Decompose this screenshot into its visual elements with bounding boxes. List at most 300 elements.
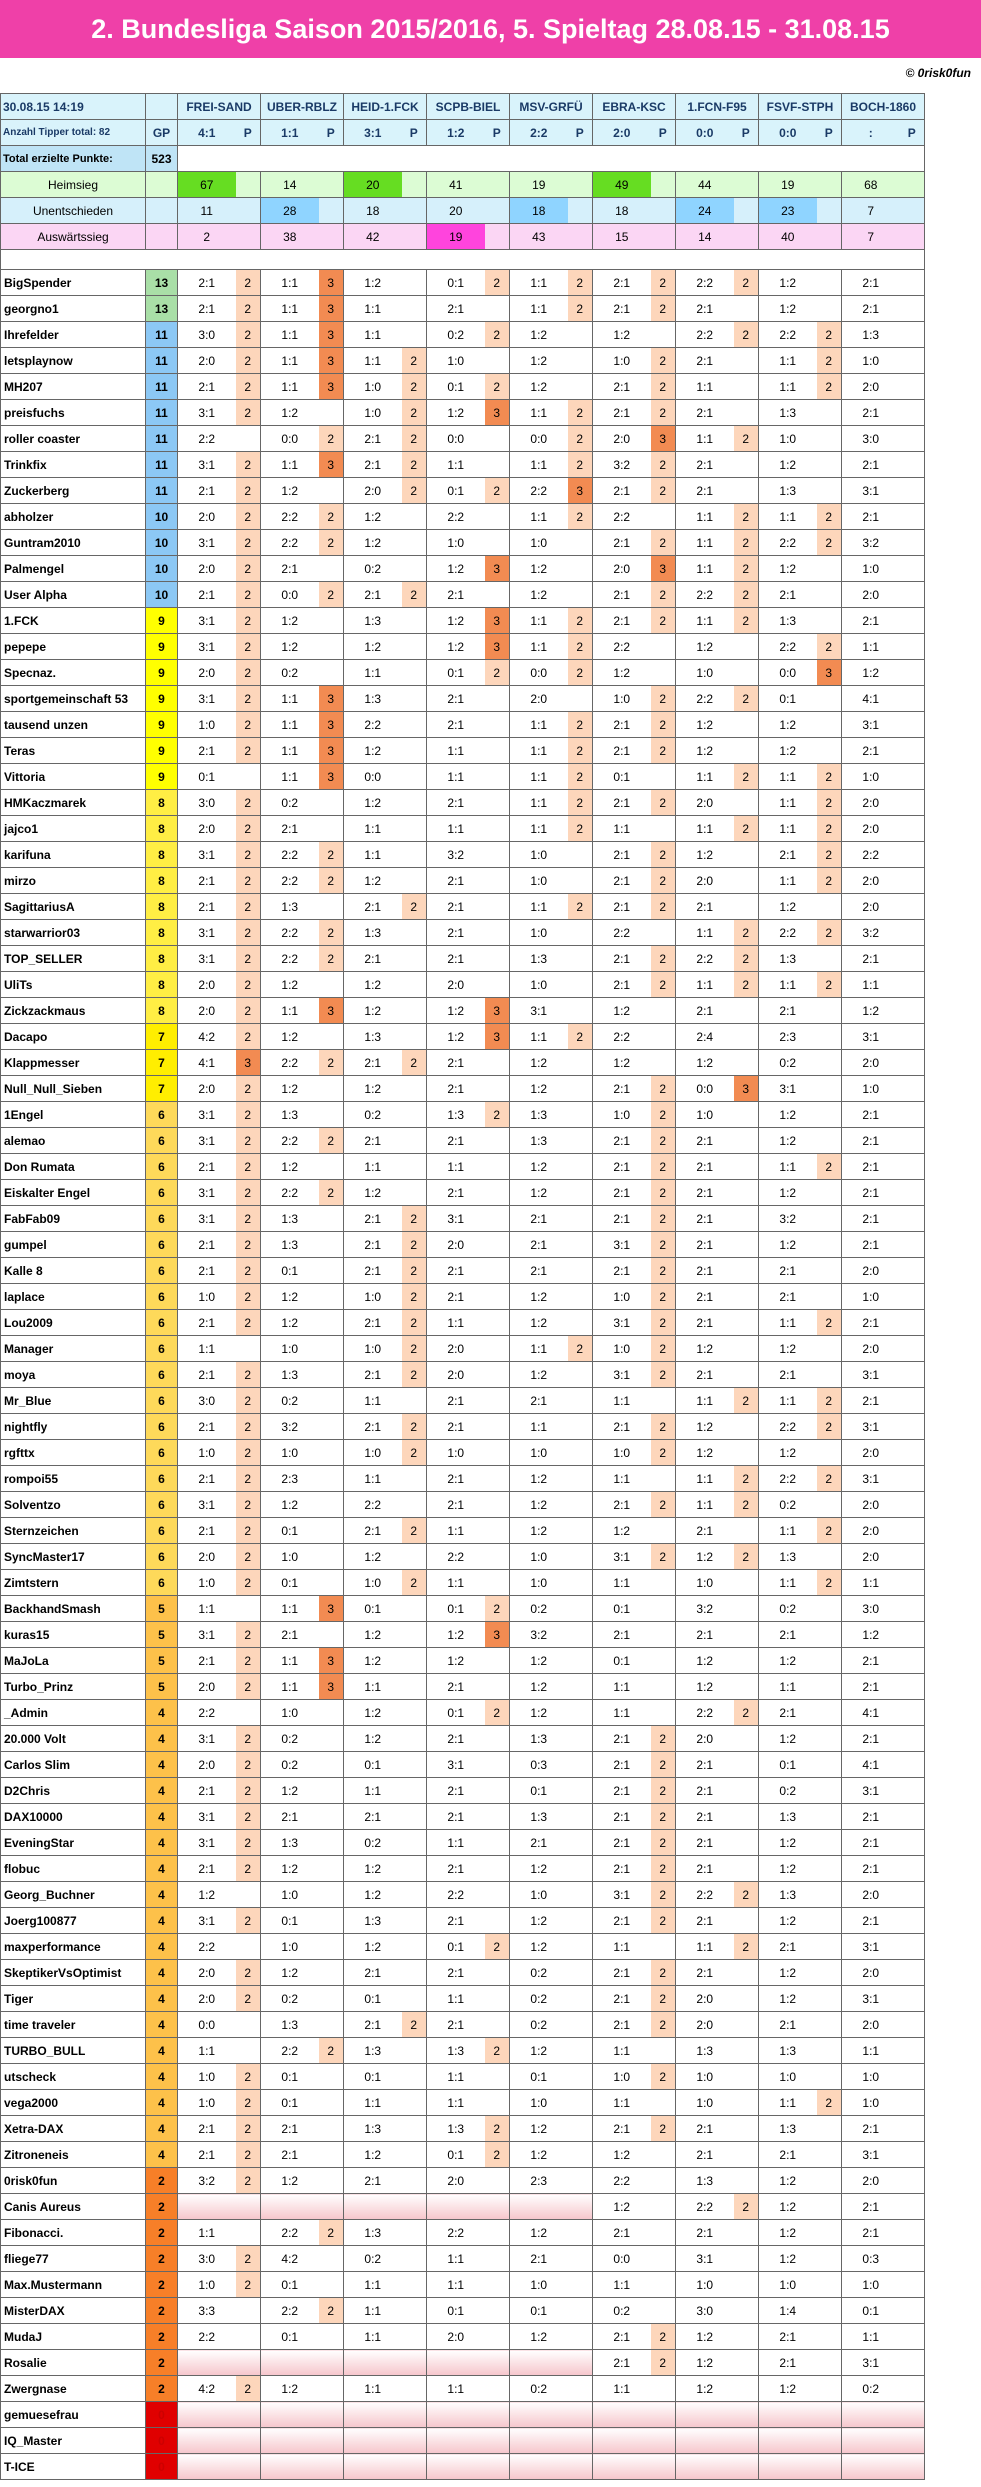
tip-value: 1:1 [593, 1388, 651, 1414]
tip-points [651, 634, 676, 660]
tipper-gp: 8 [146, 998, 178, 1024]
tip-points: 2 [402, 1258, 427, 1284]
tip-points [817, 1180, 842, 1206]
tip-points: 2 [651, 1752, 676, 1778]
tip-value: 0:2 [510, 1986, 568, 2012]
tip-points [402, 608, 427, 634]
no-tip-pad [568, 2454, 593, 2480]
tip-points [817, 2116, 842, 2142]
tip-value: 1:2 [510, 1362, 568, 1388]
tip-value: 3:0 [178, 322, 236, 348]
tip-value: 2:2 [178, 426, 236, 452]
tipper-gp: 6 [146, 1544, 178, 1570]
tip-value: 0:1 [344, 1752, 402, 1778]
tip-value: 0:1 [261, 1258, 319, 1284]
tip-points [734, 2116, 759, 2142]
table-row [1, 582, 925, 608]
table-row [1, 1180, 925, 1206]
tip-points [568, 2298, 593, 2324]
tip-value: 2:1 [178, 2116, 236, 2142]
tip-value: 2:0 [676, 790, 734, 816]
tip-points [900, 1258, 925, 1284]
tip-value: 1:2 [344, 1856, 402, 1882]
tip-value: 4:2 [178, 2376, 236, 2402]
tip-value: 2:2 [676, 2194, 734, 2220]
tip-value: 1:2 [261, 1076, 319, 1102]
tip-points [817, 712, 842, 738]
tip-value: 1:1 [427, 2376, 485, 2402]
tip-points [900, 270, 925, 296]
tip-value: 0:0 [178, 2012, 236, 2038]
tip-value: 1:2 [676, 1648, 734, 1674]
tip-value: 1:1 [344, 348, 402, 374]
tip-points [319, 2064, 344, 2090]
points-header: P [236, 120, 261, 146]
tip-value: 3:0 [178, 2246, 236, 2272]
tip-points: 2 [651, 1778, 676, 1804]
tip-value: 2:1 [759, 2012, 817, 2038]
tip-points [568, 1258, 593, 1284]
total-points-value: 523 [146, 146, 178, 172]
tip-points: 2 [236, 2376, 261, 2402]
tip-points [817, 2012, 842, 2038]
table-row [1, 2064, 925, 2090]
stat-pad [651, 198, 676, 224]
tip-points [900, 2272, 925, 2298]
tip-value: 1:1 [759, 504, 817, 530]
tip-points [485, 1908, 510, 1934]
tip-value: 2:1 [178, 270, 236, 296]
table-row [1, 1856, 925, 1882]
tip-value: 2:1 [593, 296, 651, 322]
stat-pad [651, 172, 676, 198]
tip-points [319, 1362, 344, 1388]
tip-points: 2 [568, 660, 593, 686]
tip-value: 2:1 [676, 1830, 734, 1856]
tip-points [319, 608, 344, 634]
tip-points [402, 504, 427, 530]
tip-points: 2 [651, 1284, 676, 1310]
tip-value: 2:1 [676, 1518, 734, 1544]
tip-points [319, 1726, 344, 1752]
table-row [1, 1310, 925, 1336]
tip-value: 0:2 [344, 1830, 402, 1856]
no-tip-pad [568, 2194, 593, 2220]
tipper-name: Mr_Blue [1, 1388, 146, 1414]
tip-points [734, 1362, 759, 1388]
tip-value: 1:2 [261, 608, 319, 634]
tipper-name: TOP_SELLER [1, 946, 146, 972]
tip-value: 1:3 [676, 2168, 734, 2194]
tip-value: 2:1 [842, 2116, 900, 2142]
tipper-name: Zwergnase [1, 2376, 146, 2402]
table-row [1, 946, 925, 972]
tip-value: 2:1 [676, 1856, 734, 1882]
table-row [1, 868, 925, 894]
tip-points: 2 [236, 1076, 261, 1102]
tip-value: 1:3 [344, 2038, 402, 2064]
tip-value: 1:2 [344, 790, 402, 816]
tip-points: 3 [485, 608, 510, 634]
tip-value: 1:2 [759, 2168, 817, 2194]
tipper-name: Trinkfix [1, 452, 146, 478]
tip-points: 2 [734, 1466, 759, 1492]
tip-value: 2:1 [676, 1362, 734, 1388]
tipper-name: Xetra-DAX [1, 2116, 146, 2142]
tip-value: 1:1 [427, 1518, 485, 1544]
tip-value: 0:3 [842, 2246, 900, 2272]
table-row [1, 2038, 925, 2064]
table-row [1, 1206, 925, 1232]
tip-points [734, 1986, 759, 2012]
tip-points: 2 [236, 816, 261, 842]
stat-pad [568, 224, 593, 250]
table-row [1, 2298, 925, 2324]
tip-value: 2:2 [759, 634, 817, 660]
tip-points [900, 1856, 925, 1882]
tip-value: 0:1 [593, 1596, 651, 1622]
tip-value: 2:1 [427, 868, 485, 894]
tip-points: 2 [568, 790, 593, 816]
tip-value: 1:1 [510, 894, 568, 920]
tip-value: 0:2 [510, 1596, 568, 1622]
stat-value: 42 [344, 224, 402, 250]
tip-value: 2:1 [427, 2012, 485, 2038]
tip-points [485, 582, 510, 608]
tip-points [402, 2246, 427, 2272]
tip-points: 2 [402, 1232, 427, 1258]
tip-value: 2:0 [842, 1050, 900, 1076]
match-header: SCPB-BIEL [427, 94, 510, 120]
tip-points [319, 1284, 344, 1310]
tip-points: 2 [236, 582, 261, 608]
tipper-gp: 9 [146, 686, 178, 712]
tipper-name: fliege77 [1, 2246, 146, 2272]
tip-value: 1:2 [344, 738, 402, 764]
table-row [1, 1570, 925, 1596]
match-result: 1:2 [427, 120, 485, 146]
tip-value: 1:3 [759, 1882, 817, 1908]
tip-points [402, 2272, 427, 2298]
tip-value: 1:2 [759, 894, 817, 920]
tip-points: 2 [651, 296, 676, 322]
tip-points [651, 1622, 676, 1648]
tip-points [402, 868, 427, 894]
no-tip-pad [817, 2454, 842, 2480]
tip-value: 2:1 [676, 1804, 734, 1830]
tip-points: 2 [485, 1700, 510, 1726]
tip-points: 2 [734, 764, 759, 790]
tip-points: 2 [817, 1570, 842, 1596]
tip-value: 1:0 [178, 712, 236, 738]
tip-value: 1:1 [344, 816, 402, 842]
tip-value: 1:1 [261, 764, 319, 790]
no-tip-cell [344, 2194, 402, 2220]
tip-points [734, 2272, 759, 2298]
tip-points [402, 712, 427, 738]
tip-points [485, 972, 510, 998]
tip-value: 3:1 [593, 1882, 651, 1908]
tip-points [319, 2272, 344, 2298]
tip-value: 2:0 [593, 556, 651, 582]
no-tip-cell [178, 2454, 236, 2480]
tip-value: 2:1 [676, 2220, 734, 2246]
tip-points: 2 [651, 1726, 676, 1752]
tip-value: 3:1 [842, 1778, 900, 1804]
tipper-gp: 2 [146, 2194, 178, 2220]
tip-points [568, 2220, 593, 2246]
tipper-name: Solventzo [1, 1492, 146, 1518]
tip-value: 2:1 [842, 1310, 900, 1336]
tip-value: 1:3 [510, 1804, 568, 1830]
tip-value: 2:1 [178, 1778, 236, 1804]
tip-value: 2:0 [842, 374, 900, 400]
tip-points [402, 2038, 427, 2064]
tipper-gp: 7 [146, 1024, 178, 1050]
tipper-gp: 6 [146, 1362, 178, 1388]
tipper-gp: 4 [146, 2142, 178, 2168]
tip-points: 2 [817, 634, 842, 660]
table-row [1, 2428, 925, 2454]
tip-value: 4:1 [842, 686, 900, 712]
points-header: P [319, 120, 344, 146]
tip-value: 1:2 [676, 842, 734, 868]
tip-points [651, 2142, 676, 2168]
tip-value: 2:1 [427, 1180, 485, 1206]
no-tip-cell [178, 2428, 236, 2454]
tip-value: 1:1 [593, 1570, 651, 1596]
tip-value: 1:2 [261, 1778, 319, 1804]
tip-points [568, 530, 593, 556]
tip-points [900, 2194, 925, 2220]
table-row [1, 1648, 925, 1674]
tipper-gp: 6 [146, 1440, 178, 1466]
gp-header: GP [146, 120, 178, 146]
tip-points [734, 634, 759, 660]
tip-value: 2:2 [261, 1128, 319, 1154]
tip-value: 1:0 [842, 556, 900, 582]
tip-value: 1:2 [427, 1622, 485, 1648]
tipper-gp: 6 [146, 1284, 178, 1310]
tip-value: 1:1 [593, 2038, 651, 2064]
tip-points: 2 [236, 1726, 261, 1752]
tip-points: 2 [236, 1310, 261, 1336]
tip-points [817, 998, 842, 1024]
tipper-gp: 6 [146, 1570, 178, 1596]
tip-value: 1:1 [759, 1674, 817, 1700]
tip-value: 0:1 [427, 2142, 485, 2168]
tip-value: 4:2 [261, 2246, 319, 2272]
tip-points [485, 426, 510, 452]
tip-points [900, 1388, 925, 1414]
tipper-name: Carlos Slim [1, 1752, 146, 1778]
no-tip-pad [485, 2454, 510, 2480]
tip-value: 2:1 [842, 2220, 900, 2246]
tip-value: 2:1 [593, 1752, 651, 1778]
tip-value: 0:2 [593, 2298, 651, 2324]
tip-value: 2:1 [842, 270, 900, 296]
tip-points [734, 2168, 759, 2194]
tipper-gp: 8 [146, 894, 178, 920]
copyright: © 0risk0fun [905, 66, 971, 80]
tip-points [236, 2012, 261, 2038]
match-header: MSV-GRFÜ [510, 94, 593, 120]
tip-value: 0:0 [510, 426, 568, 452]
tip-points [568, 972, 593, 998]
tip-points: 2 [236, 1830, 261, 1856]
tip-points [900, 1544, 925, 1570]
no-tip-pad [651, 2454, 676, 2480]
tip-value: 1:2 [344, 1882, 402, 1908]
tip-points [319, 1804, 344, 1830]
stat-pad [817, 198, 842, 224]
tip-points: 2 [236, 998, 261, 1024]
no-tip-cell [261, 2194, 319, 2220]
stat-label: Heimsieg [1, 172, 146, 198]
no-tip-cell [427, 2350, 485, 2376]
tip-points [651, 998, 676, 1024]
tip-points [485, 1206, 510, 1232]
tip-points [734, 1024, 759, 1050]
tip-value: 2:1 [178, 1232, 236, 1258]
tip-points: 2 [485, 374, 510, 400]
tip-points [402, 2220, 427, 2246]
tip-points [568, 842, 593, 868]
tipper-name: roller coaster [1, 426, 146, 452]
tip-points [568, 1570, 593, 1596]
tip-value: 0:2 [842, 2376, 900, 2402]
tip-points: 2 [236, 1284, 261, 1310]
tip-value: 2:1 [842, 1804, 900, 1830]
tip-value: 1:0 [344, 1284, 402, 1310]
tip-points [319, 1076, 344, 1102]
tip-value: 2:0 [178, 998, 236, 1024]
tip-value: 2:1 [427, 1076, 485, 1102]
no-tip-pad [402, 2428, 427, 2454]
tip-value: 2:0 [427, 972, 485, 998]
tip-points [485, 842, 510, 868]
tip-value: 1:1 [759, 764, 817, 790]
tip-points [651, 504, 676, 530]
tip-value: 2:1 [593, 738, 651, 764]
tip-value: 0:1 [427, 478, 485, 504]
tip-points [485, 894, 510, 920]
tipper-gp: 10 [146, 556, 178, 582]
tip-points [485, 1648, 510, 1674]
tip-value: 1:1 [842, 2038, 900, 2064]
table-row [1, 1284, 925, 1310]
tip-points [568, 686, 593, 712]
tip-value: 1:0 [178, 2090, 236, 2116]
tip-value: 2:1 [427, 1284, 485, 1310]
tip-value: 3:0 [178, 790, 236, 816]
tip-value: 2:1 [593, 946, 651, 972]
no-tip-pad [485, 2428, 510, 2454]
tipper-gp: 4 [146, 2064, 178, 2090]
tip-value: 2:1 [842, 1102, 900, 1128]
tip-value: 1:3 [261, 1232, 319, 1258]
tip-points [900, 322, 925, 348]
no-tip-cell [344, 2428, 402, 2454]
tip-points [568, 556, 593, 582]
tip-value: 1:1 [759, 2090, 817, 2116]
stat-value: 7 [842, 198, 900, 224]
tip-points [319, 1024, 344, 1050]
tip-value: 1:2 [759, 270, 817, 296]
tipper-gp: 2 [146, 2350, 178, 2376]
tipper-name: flobuc [1, 1856, 146, 1882]
no-tip-cell [344, 2350, 402, 2376]
tip-value: 1:2 [759, 1232, 817, 1258]
points-header: P [568, 120, 593, 146]
tip-value: 1:1 [344, 1388, 402, 1414]
tip-points [900, 2220, 925, 2246]
tip-points [402, 2324, 427, 2350]
tip-value: 1:1 [427, 816, 485, 842]
tipper-gp: 2 [146, 2272, 178, 2298]
table-row [1, 1882, 925, 1908]
tipper-name: D2Chris [1, 1778, 146, 1804]
tip-points: 2 [651, 1440, 676, 1466]
tip-points [485, 764, 510, 790]
tip-value: 2:1 [427, 1258, 485, 1284]
tipper-name: Canis Aureus [1, 2194, 146, 2220]
tipper-gp: 2 [146, 2324, 178, 2350]
tip-points [900, 400, 925, 426]
tipper-gp: 4 [146, 2090, 178, 2116]
tip-value: 1:2 [261, 1154, 319, 1180]
tip-points [485, 1388, 510, 1414]
tip-points [319, 1466, 344, 1492]
tip-value: 1:2 [676, 2350, 734, 2376]
tip-points [568, 2142, 593, 2168]
tip-points [402, 1388, 427, 1414]
tip-points [900, 738, 925, 764]
tip-value: 0:0 [676, 1076, 734, 1102]
tip-value: 1:0 [178, 1440, 236, 1466]
tip-value: 2:1 [676, 1960, 734, 1986]
tip-points [817, 2142, 842, 2168]
tip-points [402, 2064, 427, 2090]
tip-points [568, 1622, 593, 1648]
tip-points: 2 [817, 816, 842, 842]
tip-points [319, 1310, 344, 1336]
tip-value: 1:2 [759, 1726, 817, 1752]
tip-value: 2:1 [178, 1466, 236, 1492]
tip-value: 1:2 [759, 712, 817, 738]
tip-value: 1:1 [676, 816, 734, 842]
tipper-gp: 6 [146, 1336, 178, 1362]
tip-value: 1:0 [593, 1440, 651, 1466]
tip-points: 2 [817, 1414, 842, 1440]
tip-points [734, 1830, 759, 1856]
tipper-name: Lou2009 [1, 1310, 146, 1336]
tip-points [319, 1206, 344, 1232]
tip-points: 2 [651, 1544, 676, 1570]
tip-value: 2:0 [842, 2012, 900, 2038]
tipper-name: rgfttx [1, 1440, 146, 1466]
table-row [1, 1128, 925, 1154]
no-tip-cell [676, 2428, 734, 2454]
tip-value: 1:2 [510, 2038, 568, 2064]
tipper-gp: 6 [146, 1128, 178, 1154]
tip-points: 2 [319, 530, 344, 556]
stat-blank [146, 172, 178, 198]
table-row [1, 790, 925, 816]
tip-value: 2:1 [842, 1128, 900, 1154]
tip-points [817, 270, 842, 296]
tip-value: 2:1 [842, 1726, 900, 1752]
